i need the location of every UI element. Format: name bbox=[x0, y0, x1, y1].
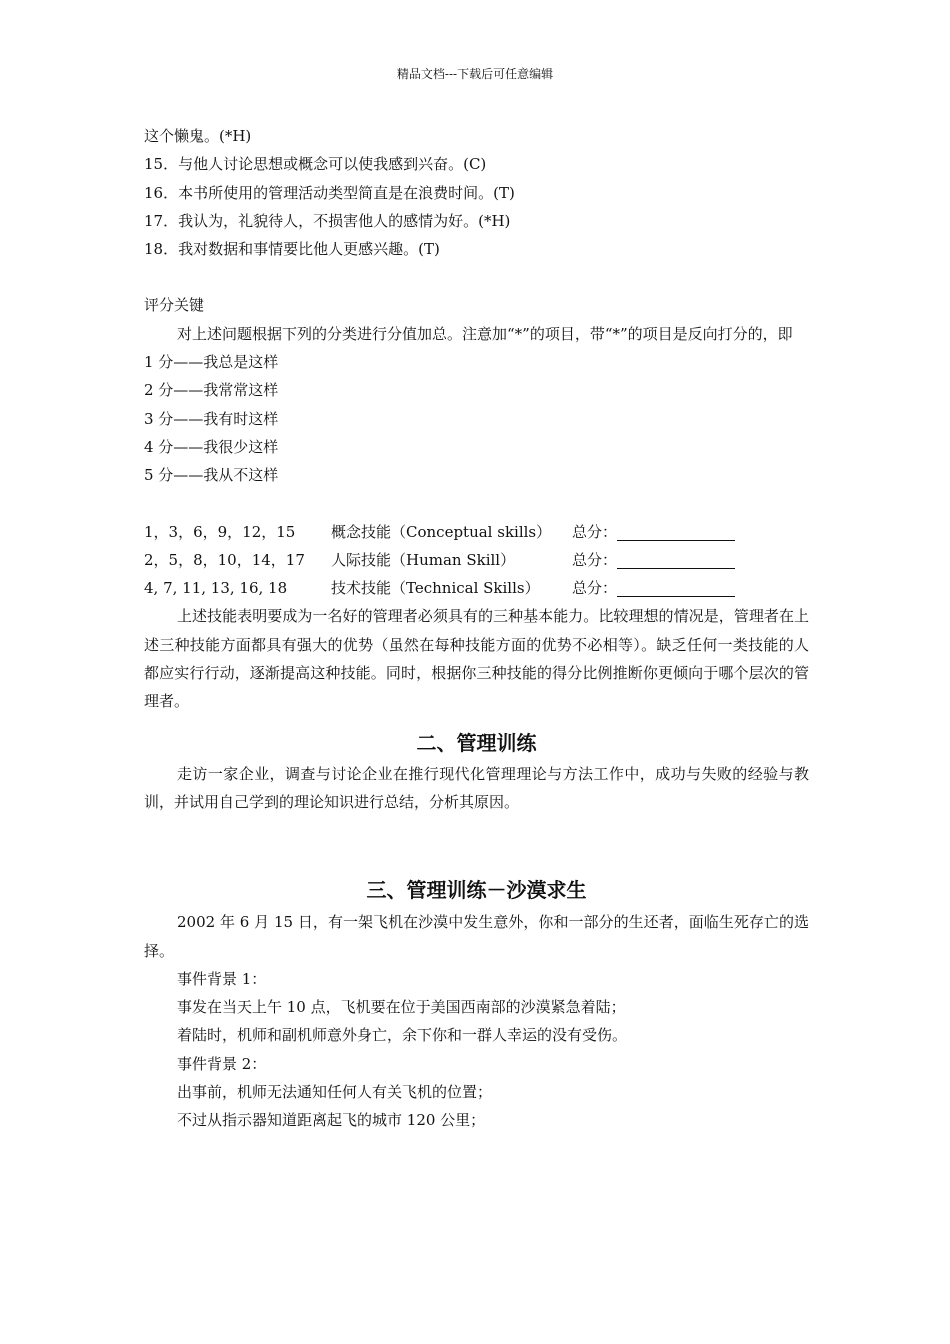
section-2-title: 二、管理训练 bbox=[416, 730, 537, 755]
question-18: 18．我对数据和事情要比他人更感兴趣。(T) bbox=[144, 240, 440, 259]
section-3-title: 三、管理训练－沙漠求生 bbox=[366, 878, 587, 903]
score-blank[interactable] bbox=[617, 522, 735, 541]
question-line: 这个懒鬼。(*H) bbox=[144, 127, 252, 145]
score-items: 4, 7, 11, 13, 16, 18 bbox=[144, 579, 288, 598]
background-2-line: 不过从指示器知道距离起飞的城市 120 公里； bbox=[177, 1111, 486, 1130]
scoring-conclusion: 上述技能表明要成为一名好的管理者必须具有的三种基本能力。比较理想的情况是，管理者在上述三种技能方面都具有强大的优势（虽然在每种技能方面的优势不必相等）。缺乏任何一类技能的人都应实行行动，逐渐提高这种技能。同时，根据你三种技能的得分比例推断你更倾向于哪个层次的管理者。 bbox=[144, 607, 809, 711]
background-2-line: 出事前，机师无法通知任何人有关飞机的位置； bbox=[177, 1083, 493, 1102]
score-total bbox=[572, 546, 735, 574]
page-header: 精品文档---下载后可任意编辑 bbox=[396, 67, 554, 81]
score-items: 2，5，8，10，14，17 bbox=[144, 550, 305, 569]
score-row-human bbox=[144, 546, 809, 574]
question-16: 16．本书所使用的管理活动类型简直是在浪费时间。(T) bbox=[144, 183, 515, 202]
score-blank[interactable] bbox=[617, 578, 735, 597]
score-skill: 人际技能（Human Skill） bbox=[331, 550, 516, 569]
question-17: 17．我认为，礼貌待人，不损害他人的感情为好。(*H) bbox=[144, 211, 511, 230]
score-row-technical bbox=[144, 574, 809, 602]
score-total bbox=[572, 518, 735, 546]
document-body bbox=[144, 122, 809, 1135]
score-blank[interactable] bbox=[617, 550, 735, 569]
spacer bbox=[144, 263, 809, 291]
score-items: 1，3，6，9，12，15 bbox=[144, 522, 296, 541]
scale-item-3: 3 分——我有时这样 bbox=[144, 409, 279, 428]
scoring-title: 评分关键 bbox=[144, 296, 205, 315]
section-3-intro: 2002 年 6 月 15 日，有一架飞机在沙漠中发生意外，你和一部分的生还者，面临生死存亡的选择。 bbox=[144, 913, 809, 960]
scale-item-2: 2 分——我常常这样 bbox=[144, 381, 279, 400]
scale-item-4: 4 分——我很少这样 bbox=[144, 437, 279, 456]
question-15: 15．与他人讨论思想或概念可以使我感到兴奋。(C) bbox=[144, 155, 487, 174]
score-total-label: 总分： bbox=[572, 579, 618, 598]
score-total bbox=[572, 574, 735, 602]
score-total-label: 总分： bbox=[572, 522, 618, 541]
section-2-body: 走访一家企业，调查与讨论企业在推行现代化管理理论与方法工作中，成功与失败的经验与教训，并试用自己学到的理论知识进行总结，分析其原因。 bbox=[144, 764, 809, 811]
score-skill: 技术技能（Technical Skills） bbox=[331, 579, 540, 598]
background-1-label: 事件背景 1： bbox=[177, 969, 267, 988]
scale-item-1: 1 分——我总是这样 bbox=[144, 353, 279, 372]
score-skill: 概念技能（Conceptual skills） bbox=[331, 522, 552, 541]
score-total-label: 总分： bbox=[572, 550, 618, 569]
background-2-label: 事件背景 2： bbox=[177, 1054, 267, 1073]
spacer bbox=[144, 490, 809, 518]
scoring-intro: 对上述问题根据下列的分类进行分值加总。注意加“*”的项目，带“*”的项目是反向打分的，即 bbox=[177, 324, 793, 343]
background-1-line: 着陆时，机师和副机师意外身亡，余下你和一群人幸运的没有受伤。 bbox=[177, 1026, 628, 1045]
scale-item-5: 5 分——我从不这样 bbox=[144, 466, 279, 485]
score-row-conceptual bbox=[144, 518, 809, 546]
spacer bbox=[144, 816, 809, 872]
background-1-line: 事发在当天上午 10 点，飞机要在位于美国西南部的沙漠紧急着陆； bbox=[177, 998, 626, 1017]
